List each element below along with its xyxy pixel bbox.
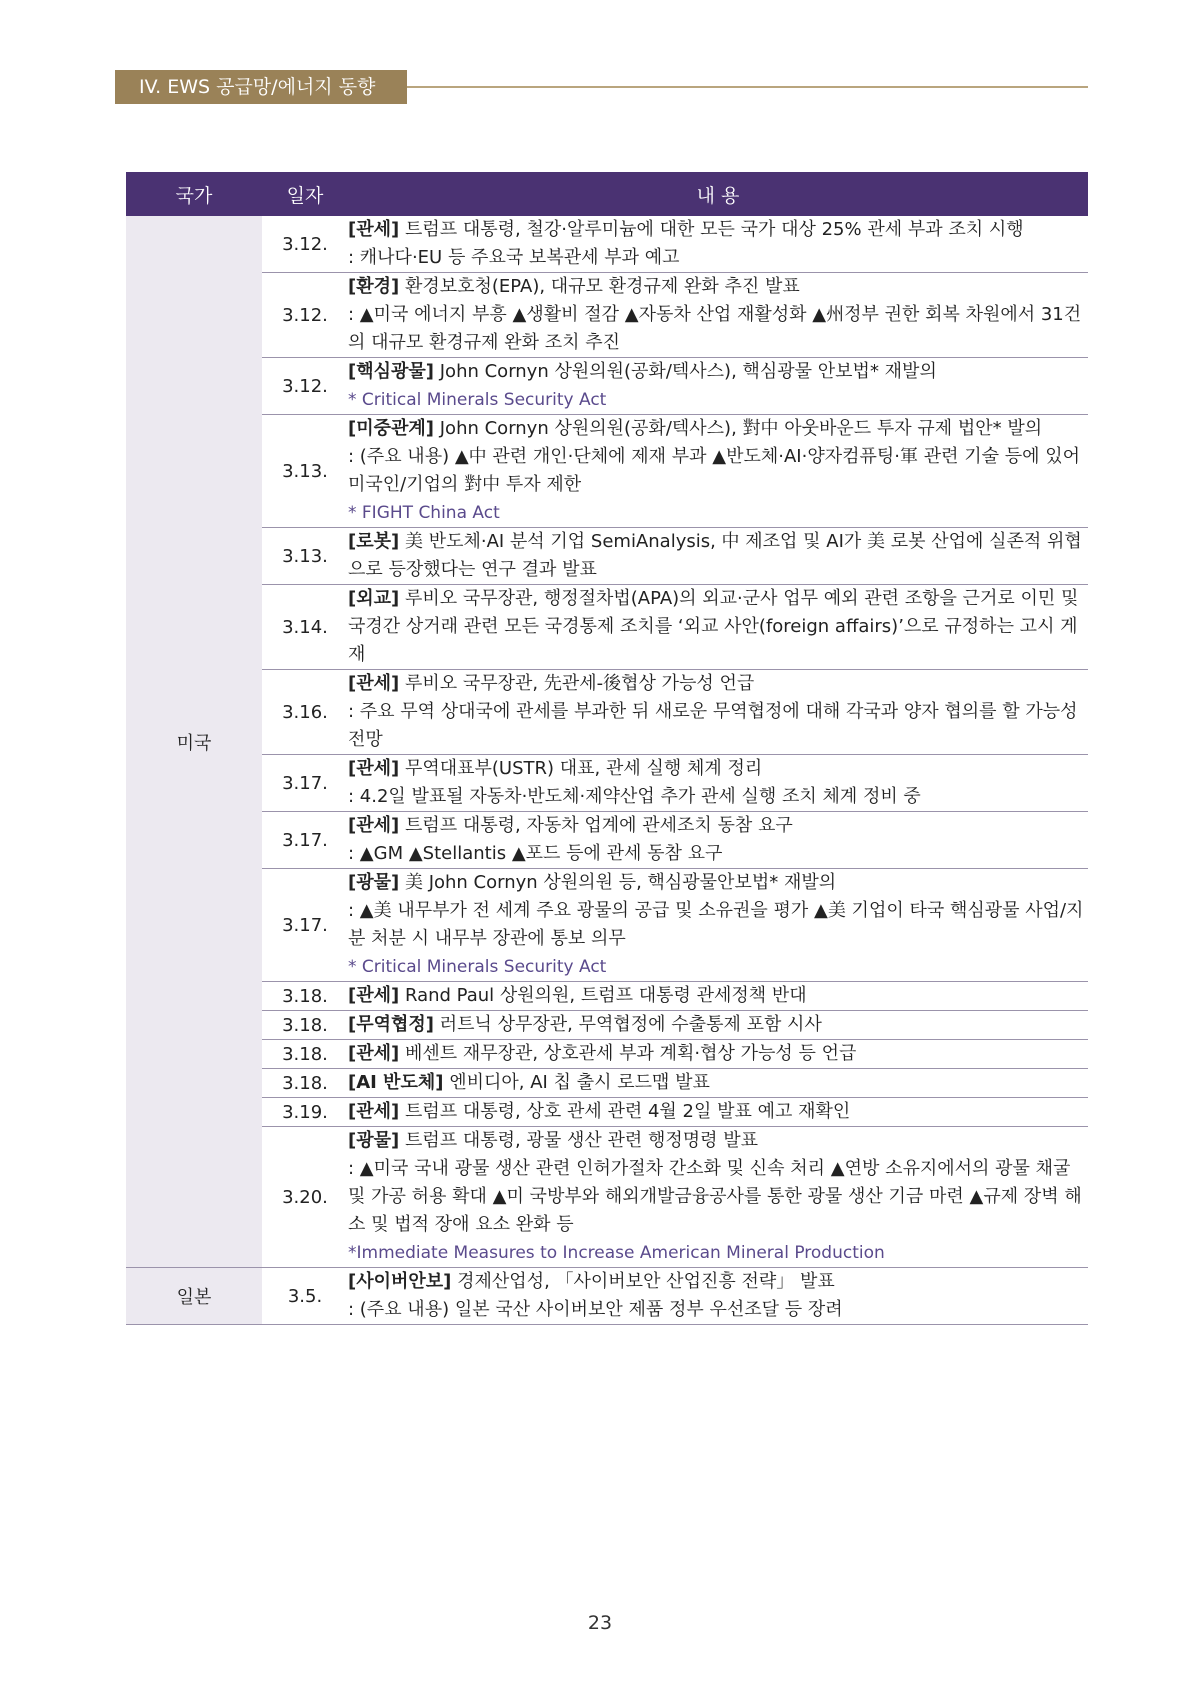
table-row <box>126 1069 1088 1098</box>
table-row <box>126 869 1088 982</box>
footnote: * FIGHT China Act <box>348 503 500 523</box>
table-row <box>126 273 1088 358</box>
date-cell: 3.17. <box>262 755 348 812</box>
headline-text: 트럼프 대통령, 광물 생산 관련 행정명령 발표 <box>404 1130 759 1151</box>
country-cell: 미국 <box>126 216 262 1268</box>
content-cell <box>348 869 1088 982</box>
headline <box>348 358 1088 386</box>
content-cell <box>348 1098 1088 1127</box>
content-cell <box>348 755 1088 812</box>
content-cell <box>348 528 1088 585</box>
section-label: IV. EWS 공급망/에너지 동향 <box>115 70 407 104</box>
headline-text: 美 John Cornyn 상원의원 등, 핵심광물안보법* 재발의 <box>404 872 837 893</box>
content-cell <box>348 1011 1088 1040</box>
table-row <box>126 1127 1088 1268</box>
column-header-country: 국가 <box>126 172 262 216</box>
headline-text: John Cornyn 상원의원(공화/텍사스), 對中 아웃바운드 투자 규제 법안* 발의 <box>439 418 1043 439</box>
category-tag: [관세] <box>348 1043 400 1064</box>
date-cell: 3.18. <box>262 1011 348 1040</box>
column-header-content: 내 용 <box>348 172 1088 216</box>
headline <box>348 869 1088 897</box>
headline-text: Rand Paul 상원의원, 트럼프 대통령 관세정책 반대 <box>404 985 807 1006</box>
date-cell: 3.12. <box>262 358 348 415</box>
date-cell: 3.18. <box>262 982 348 1011</box>
content-cell <box>348 1040 1088 1069</box>
headline <box>348 1069 1088 1097</box>
date-cell: 3.14. <box>262 585 348 670</box>
content-cell <box>348 1127 1088 1268</box>
category-tag: [광물] <box>348 872 400 893</box>
category-tag: [관세] <box>348 985 400 1006</box>
headline <box>348 670 1088 698</box>
table-row <box>126 585 1088 670</box>
headline-text: 美 반도체·AI 분석 기업 SemiAnalysis, 中 제조업 및 AI가 美 로봇 산업에 실존적 위협으로 등장했다는 연구 결과 발표 <box>348 531 1082 580</box>
content-cell <box>348 982 1088 1011</box>
headline-text: 러트닉 상무장관, 무역협정에 수출통제 포함 시사 <box>439 1014 822 1035</box>
date-cell: 3.18. <box>262 1040 348 1069</box>
footnote: * Critical Minerals Security Act <box>348 390 607 410</box>
headline-text: John Cornyn 상원의원(공화/텍사스), 핵심광물 안보법* 재발의 <box>439 361 937 382</box>
category-tag: [외교] <box>348 588 400 609</box>
detail-line: : 주요 무역 상대국에 관세를 부과한 뒤 새로운 무역협정에 대해 각국과 양자 협의를 할 가능성 전망 <box>348 701 1078 750</box>
category-tag: [사이버안보] <box>348 1271 452 1292</box>
headline <box>348 982 1088 1010</box>
headline <box>348 1127 1088 1155</box>
headline <box>348 273 1088 301</box>
table-body <box>126 216 1088 1325</box>
detail-line: : ▲GM ▲Stellantis ▲포드 등에 관세 동참 요구 <box>348 843 723 864</box>
category-tag: [환경] <box>348 276 400 297</box>
table-row <box>126 1040 1088 1069</box>
date-cell: 3.18. <box>262 1069 348 1098</box>
content-cell <box>348 415 1088 528</box>
date-cell: 3.20. <box>262 1127 348 1268</box>
content-cell <box>348 273 1088 358</box>
table-row <box>126 528 1088 585</box>
headline <box>348 812 1088 840</box>
date-cell: 3.13. <box>262 415 348 528</box>
date-cell: 3.17. <box>262 812 348 869</box>
content-cell <box>348 1069 1088 1098</box>
table-header-row <box>126 172 1088 216</box>
headline-text: 경제산업성, 「사이버보안 산업진흥 전략」 발표 <box>457 1271 835 1292</box>
headline <box>348 528 1088 584</box>
category-tag: [핵심광물] <box>348 361 435 382</box>
headline-text: 트럼프 대통령, 철강·알루미늄에 대한 모든 국가 대상 25% 관세 부과 조치 시행 <box>404 219 1024 240</box>
detail-line: : ▲미국 에너지 부흥 ▲생활비 절감 ▲자동차 산업 재활성화 ▲州정부 권한 회복 차원에서 31건의 대규모 환경규제 완화 조치 추진 <box>348 304 1082 353</box>
table-row <box>126 415 1088 528</box>
date-cell: 3.5. <box>262 1268 348 1325</box>
headline-text: 루비오 국무장관, 先관세-後협상 가능성 언급 <box>404 673 755 694</box>
content-cell <box>348 1268 1088 1325</box>
table-row <box>126 1011 1088 1040</box>
country-cell: 일본 <box>126 1268 262 1325</box>
detail-line: : (주요 내용) ▲中 관련 개인·단체에 제재 부과 ▲반도체·AI·양자컴퓨팅·軍 관련 기술 등에 있어 미국인/기업의 對中 투자 제한 <box>348 446 1080 495</box>
news-table <box>126 172 1088 1325</box>
table-row <box>126 812 1088 869</box>
header-divider <box>407 86 1088 88</box>
date-cell: 3.13. <box>262 528 348 585</box>
headline <box>348 585 1088 669</box>
category-tag: [관세] <box>348 758 400 779</box>
content-cell <box>348 812 1088 869</box>
table-row <box>126 670 1088 755</box>
headline <box>348 1268 1088 1296</box>
detail-line: : 4.2일 발표될 자동차·반도체·제약산업 추가 관세 실행 조치 체계 정비 중 <box>348 786 921 807</box>
category-tag: [무역협정] <box>348 1014 435 1035</box>
footnote: *Immediate Measures to Increase American Mineral Production <box>348 1243 885 1263</box>
category-tag: [로봇] <box>348 531 400 552</box>
headline <box>348 216 1088 244</box>
table-row <box>126 1268 1088 1325</box>
date-cell: 3.17. <box>262 869 348 982</box>
content-cell <box>348 670 1088 755</box>
headline <box>348 415 1088 443</box>
page-number: 23 <box>587 1612 613 1634</box>
headline <box>348 1040 1088 1068</box>
date-cell: 3.16. <box>262 670 348 755</box>
category-tag: [관세] <box>348 1101 400 1122</box>
date-cell: 3.12. <box>262 216 348 273</box>
category-tag: [관세] <box>348 673 400 694</box>
headline-text: 무역대표부(USTR) 대표, 관세 실행 체계 정리 <box>404 758 763 779</box>
column-header-date: 일자 <box>262 172 348 216</box>
headline-text: 트럼프 대통령, 상호 관세 관련 4월 2일 발표 예고 재확인 <box>404 1101 851 1122</box>
table-row <box>126 358 1088 415</box>
headline-text: 엔비디아, AI 칩 출시 로드맵 발표 <box>449 1072 710 1093</box>
headline-text: 트럼프 대통령, 자동차 업계에 관세조치 동참 요구 <box>404 815 793 836</box>
category-tag: [미중관계] <box>348 418 435 439</box>
detail-line: : (주요 내용) 일본 국산 사이버보안 제품 정부 우선조달 등 장려 <box>348 1299 843 1320</box>
headline-text: 베센트 재무장관, 상호관세 부과 계획·협상 가능성 등 언급 <box>404 1043 857 1064</box>
table-row <box>126 755 1088 812</box>
detail-line: : 캐나다·EU 등 주요국 보복관세 부과 예고 <box>348 247 680 268</box>
category-tag: [관세] <box>348 815 400 836</box>
headline <box>348 1098 1088 1126</box>
category-tag: [광물] <box>348 1130 400 1151</box>
date-cell: 3.12. <box>262 273 348 358</box>
date-cell: 3.19. <box>262 1098 348 1127</box>
table-row <box>126 1098 1088 1127</box>
headline-text: 루비오 국무장관, 행정절차법(APA)의 외교·군사 업무 예외 관련 조항을 근거로 이민 및 국경간 상거래 관련 모든 국경통제 조치를 ‘외교 사안(foreign affairs)’으로 규정하는 고시 게재 <box>348 588 1079 665</box>
content-cell <box>348 216 1088 273</box>
detail-line: : ▲美 내무부가 전 세계 주요 광물의 공급 및 소유권을 평가 ▲美 기업이 타국 핵심광물 사업/지분 처분 시 내무부 장관에 통보 의무 <box>348 900 1084 949</box>
content-cell <box>348 358 1088 415</box>
footnote: * Critical Minerals Security Act <box>348 957 607 977</box>
table-row <box>126 982 1088 1011</box>
table-row <box>126 216 1088 273</box>
category-tag: [AI 반도체] <box>348 1072 444 1093</box>
content-cell <box>348 585 1088 670</box>
category-tag: [관세] <box>348 219 400 240</box>
headline-text: 환경보호청(EPA), 대규모 환경규제 완화 추진 발표 <box>404 276 800 297</box>
detail-line: : ▲미국 국내 광물 생산 관련 인허가절차 간소화 및 신속 처리 ▲연방 소유지에서의 광물 채굴 및 가공 허용 확대 ▲미 국방부와 해외개발금융공사를 통한 광물 생산 기금 마련 ▲규제 장벽 해소 및 법적 장애 요소 완화 등 <box>348 1158 1082 1235</box>
headline <box>348 1011 1088 1039</box>
headline <box>348 755 1088 783</box>
